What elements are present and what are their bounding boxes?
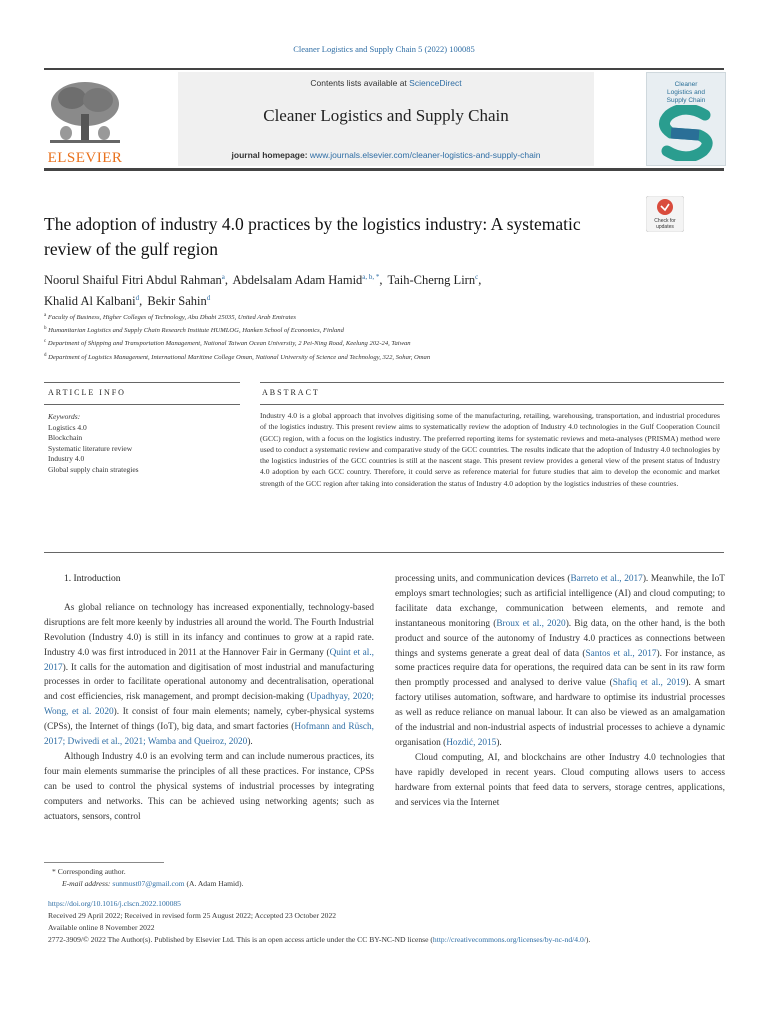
doi-link[interactable]: https://doi.org/10.1016/j.clscn.2022.100085 [48,899,181,908]
author-name: Khalid Al Kalbani [44,294,136,309]
author-name: Bekir Sahin [147,294,207,309]
paragraph-text: ). [247,737,253,748]
doi-line [48,898,724,910]
intro-paragraph [44,601,374,750]
affiliation-item [44,336,724,349]
license-line [48,934,724,946]
email-owner: (A. Adam Hamid). [186,879,244,888]
journal-cover[interactable] [646,72,726,166]
author-name: Taih-Cherng Lirn [387,273,476,288]
elsevier-wordmark: ELSEVIER [47,150,123,166]
citation-link[interactable]: Hofmann and Rüsch, 2017; Dwivedi et al., 2021; Wamba and Queiroz, 2020 [44,722,374,748]
citation-link[interactable]: Broux et al., 2020 [496,618,566,629]
email-note [62,878,712,890]
author-affil-marker[interactable]: d [135,294,140,303]
affiliation-item [44,310,724,323]
abstract-bottom-rule [44,552,724,553]
paragraph-text: ). Meanwhile, the IoT employs smart technologies; such as artificial intelligence (AI) and cloud computing; to facilitate data exchange, communication between elements, and remote and instantaneous monitoring ( [395,574,725,629]
abstract-text: Industry 4.0 is a global approach that involves digitising some of the manufacturing, retailing, warehousing, transportation, and industrial procedures of the logistics industry. This present review aims to systematically review the adoption of Industry 4.0 technologies in the Gulf Cooperation Council (GCC) region, with a focus on the logistics industry. The preferred reporting items for systematic reviews and meta-analyses (PRISMA) method were used to conduct a systematic review and comparative study of the GCC countries. The results indicate that the adoption of Industry 4.0 technologies by the logistics industries of the GCC countries is still at the nascent stage. This present review provides a general view of the present status of Industry 4.0 adoption by each GCC country. Therefore, it could serve as reference material for future studies that aim to develop the economic and market strength of the GCC region after taking into consideration the status of Industry 4.0 adoption by the logistics industries of these countries. [260,411,720,488]
homepage-link[interactable]: www.journals.elsevier.com/cleaner-logistics-and-supply-chain [309,150,541,160]
keyword-item: Logistics 4.0 [48,422,87,432]
affiliation-marker: a [44,313,47,318]
email-link[interactable]: sunmust07@gmail.com [112,879,185,888]
paragraph-text: ). Big data, on the other hand, is the both product and source of the autonomy of Industry 4.0 practices as connections between things and systems generate a great deal of data ( [395,618,725,659]
header-bottom-rule [44,168,724,171]
license-text: ). [585,935,591,944]
article-title: The adoption of industry 4.0 practices by the logistics industry: A systematic review of the gulf region [44,214,581,259]
paragraph-text: ). [496,737,502,748]
cover-title [647,81,725,105]
author-affil-marker[interactable]: c [475,273,479,281]
paragraph-text: ). For instance, as some practices require data for operations, the required data can be sent in its raw form then promptly processed and analysed to derive value ( [395,648,725,689]
sciencedirect-link[interactable]: ScienceDirect [409,78,462,88]
citation-link[interactable]: Barreto et al., 2017 [570,574,643,584]
author-list [44,268,644,310]
journal-title: Cleaner Logistics and Supply Chain [263,106,509,125]
paragraph-text: ). It consist of four main elements; namely, cyber-physical systems (CPSs), the Internet of things (IoT), big data, and smart factories ( [44,707,375,733]
contents-prefix: Contents lists available at [310,78,410,88]
keyword-item: Global supply chain strategies [48,464,139,474]
citation-link[interactable]: Santos et al., 2017 [585,648,657,659]
affiliation-text: Department of Logistics Management, International Maritime College Oman, National University of Science and Technology, 322, Sohar, Oman [48,353,431,361]
license-link[interactable]: http://creativecommons.org/licenses/by-nc-nd/4.0/ [432,935,586,944]
check-for-updates-icon[interactable] [646,196,684,232]
homepage-line [178,150,594,160]
received-line: Received 29 April 2022; Received in revised form 25 August 2022; Accepted 23 October 2022 [48,911,337,920]
affiliation-text: Faculty of Business, Higher Colleges of Technology, Abu Dhabi 25035, United Arab Emirates [47,314,296,322]
affiliation-list [44,310,724,363]
author-separator: , [224,273,229,288]
keyword-item: Blockchain [48,433,83,442]
author-affil-marker[interactable]: a, b, * [362,273,380,281]
abstract-rule [260,382,724,383]
elsevier-tree-logo [44,78,126,148]
paragraph-text: ). It calls for the automation and digitisation of most industrial and manufacturing processes in order to facilitate operational autonomy and decentralisation, operational and cost efficiencies, risk management, and prompt decision-making ( [44,662,374,703]
keyword-item: Industry 4.0 [48,454,85,463]
affiliation-marker: d [44,352,47,358]
cover-s-graphic [655,105,717,161]
right-column [395,572,725,811]
abstract-rule-lower [260,404,724,405]
author-name: Abdelsalam Adam Hamid [232,273,363,288]
article-info-heading: ARTICLE INFO [48,388,126,397]
affiliation-text: Humanitarian Logistics and Supply Chain Research Institute HUMLOG, Hanken School of Economics, Finland [48,327,344,335]
citation-link[interactable]: Shafiq et al., 2019 [612,678,686,689]
intro-paragraph: Although Industry 4.0 is an evolving term and can include numerous practices, its four main elements summarise the principles of all these practices. For instance, CPSs can be used to control the physical systems of industrial processes by integrating computers and networks. This can be achieved using networking agents; such as actuators, sensors, control [44,751,374,822]
left-column [44,572,374,825]
article-info-rule [44,382,240,383]
keywords-label: Keywords: [48,412,81,421]
citation-link[interactable]: Upadhyay, 2020; Wong, et al. 2020 [44,692,375,718]
available-online-line: Available online 8 November 2022 [48,923,155,932]
citation-link[interactable]: Hozdić, 2015 [446,737,497,748]
affiliation-item [44,350,724,363]
check-badge-line: updates [656,224,674,230]
keyword-item: Systematic literature review [48,443,133,453]
author-name: Noorul Shaiful Fitri Abdul Rahman [44,273,222,288]
header-top-rule [44,68,724,70]
intro-paragraph: Cloud computing, AI, and blockchains are other Industry 4.0 technologies that have rapidly developed in recent years. Cloud computing allows users to access hardware from external points that feed data to servers, storage centres, applications, and services via the Internet [395,752,725,808]
affiliation-text: Department of Shipping and Transportation Management, National Taiwan Ocean University, 2 Pei-Ning Road, Keelung 202-24, Taiwan [47,340,411,348]
introduction-heading: 1. Introduction [64,574,121,584]
intro-paragraph-continued [395,572,725,751]
cover-title-line: Logistics and [667,89,705,96]
affiliation-marker: c [44,339,47,345]
paragraph-text: processing units, and communication devices ( [395,574,571,584]
article-info-rule-lower [44,404,240,405]
journal-reference[interactable]: Cleaner Logistics and Supply Chain 5 (2022) 100085 [293,44,475,54]
affiliation-item [44,323,724,336]
author-separator: , [379,273,383,288]
license-text: 2772-3909/© 2022 The Author(s). Published by Elsevier Ltd. This is an open access article under the CC BY-NC-ND license ( [48,935,433,944]
homepage-prefix: journal homepage: [231,150,310,160]
cover-title-line: Cleaner [674,81,698,88]
contents-line [178,78,594,88]
affiliation-marker: b [44,326,47,332]
cover-title-line: Supply Chain [666,97,706,104]
author-separator: , [478,273,482,288]
author-separator: , [139,294,143,309]
footnote-rule [44,862,164,863]
email-label: E-mail address: [62,879,111,888]
paragraph-text: As global reliance on technology has increased exponentially, technology-based disruptions are felt more keenly by industries all around the world. The Fourth Industrial Revolution (Industry 4.0) is still in its infancy and continues to grow at a rapid rate. Industry 4.0 was first introduced in 2011 at the Hannover Fair in Germany ( [44,602,374,658]
corresponding-author-note: * Corresponding author. [52,867,126,876]
check-badge-line: Check for [654,218,676,224]
author-affil-marker[interactable]: d [206,294,211,303]
abstract-heading: ABSTRACT [262,388,320,397]
paragraph-text: ). A smart factory utilises automation, software, and hardware to optimise its industrial processes as well as reduce reliance on manual labour. It can also be viewed as an amalgamation of the industrial and non-industrial aspects of industrial processes to achieve a dynamic organisation ( [395,678,725,748]
citation-link[interactable]: Quint et al., 2017 [44,647,374,673]
keywords-block [48,412,248,475]
author-affil-marker[interactable]: a [221,273,225,281]
